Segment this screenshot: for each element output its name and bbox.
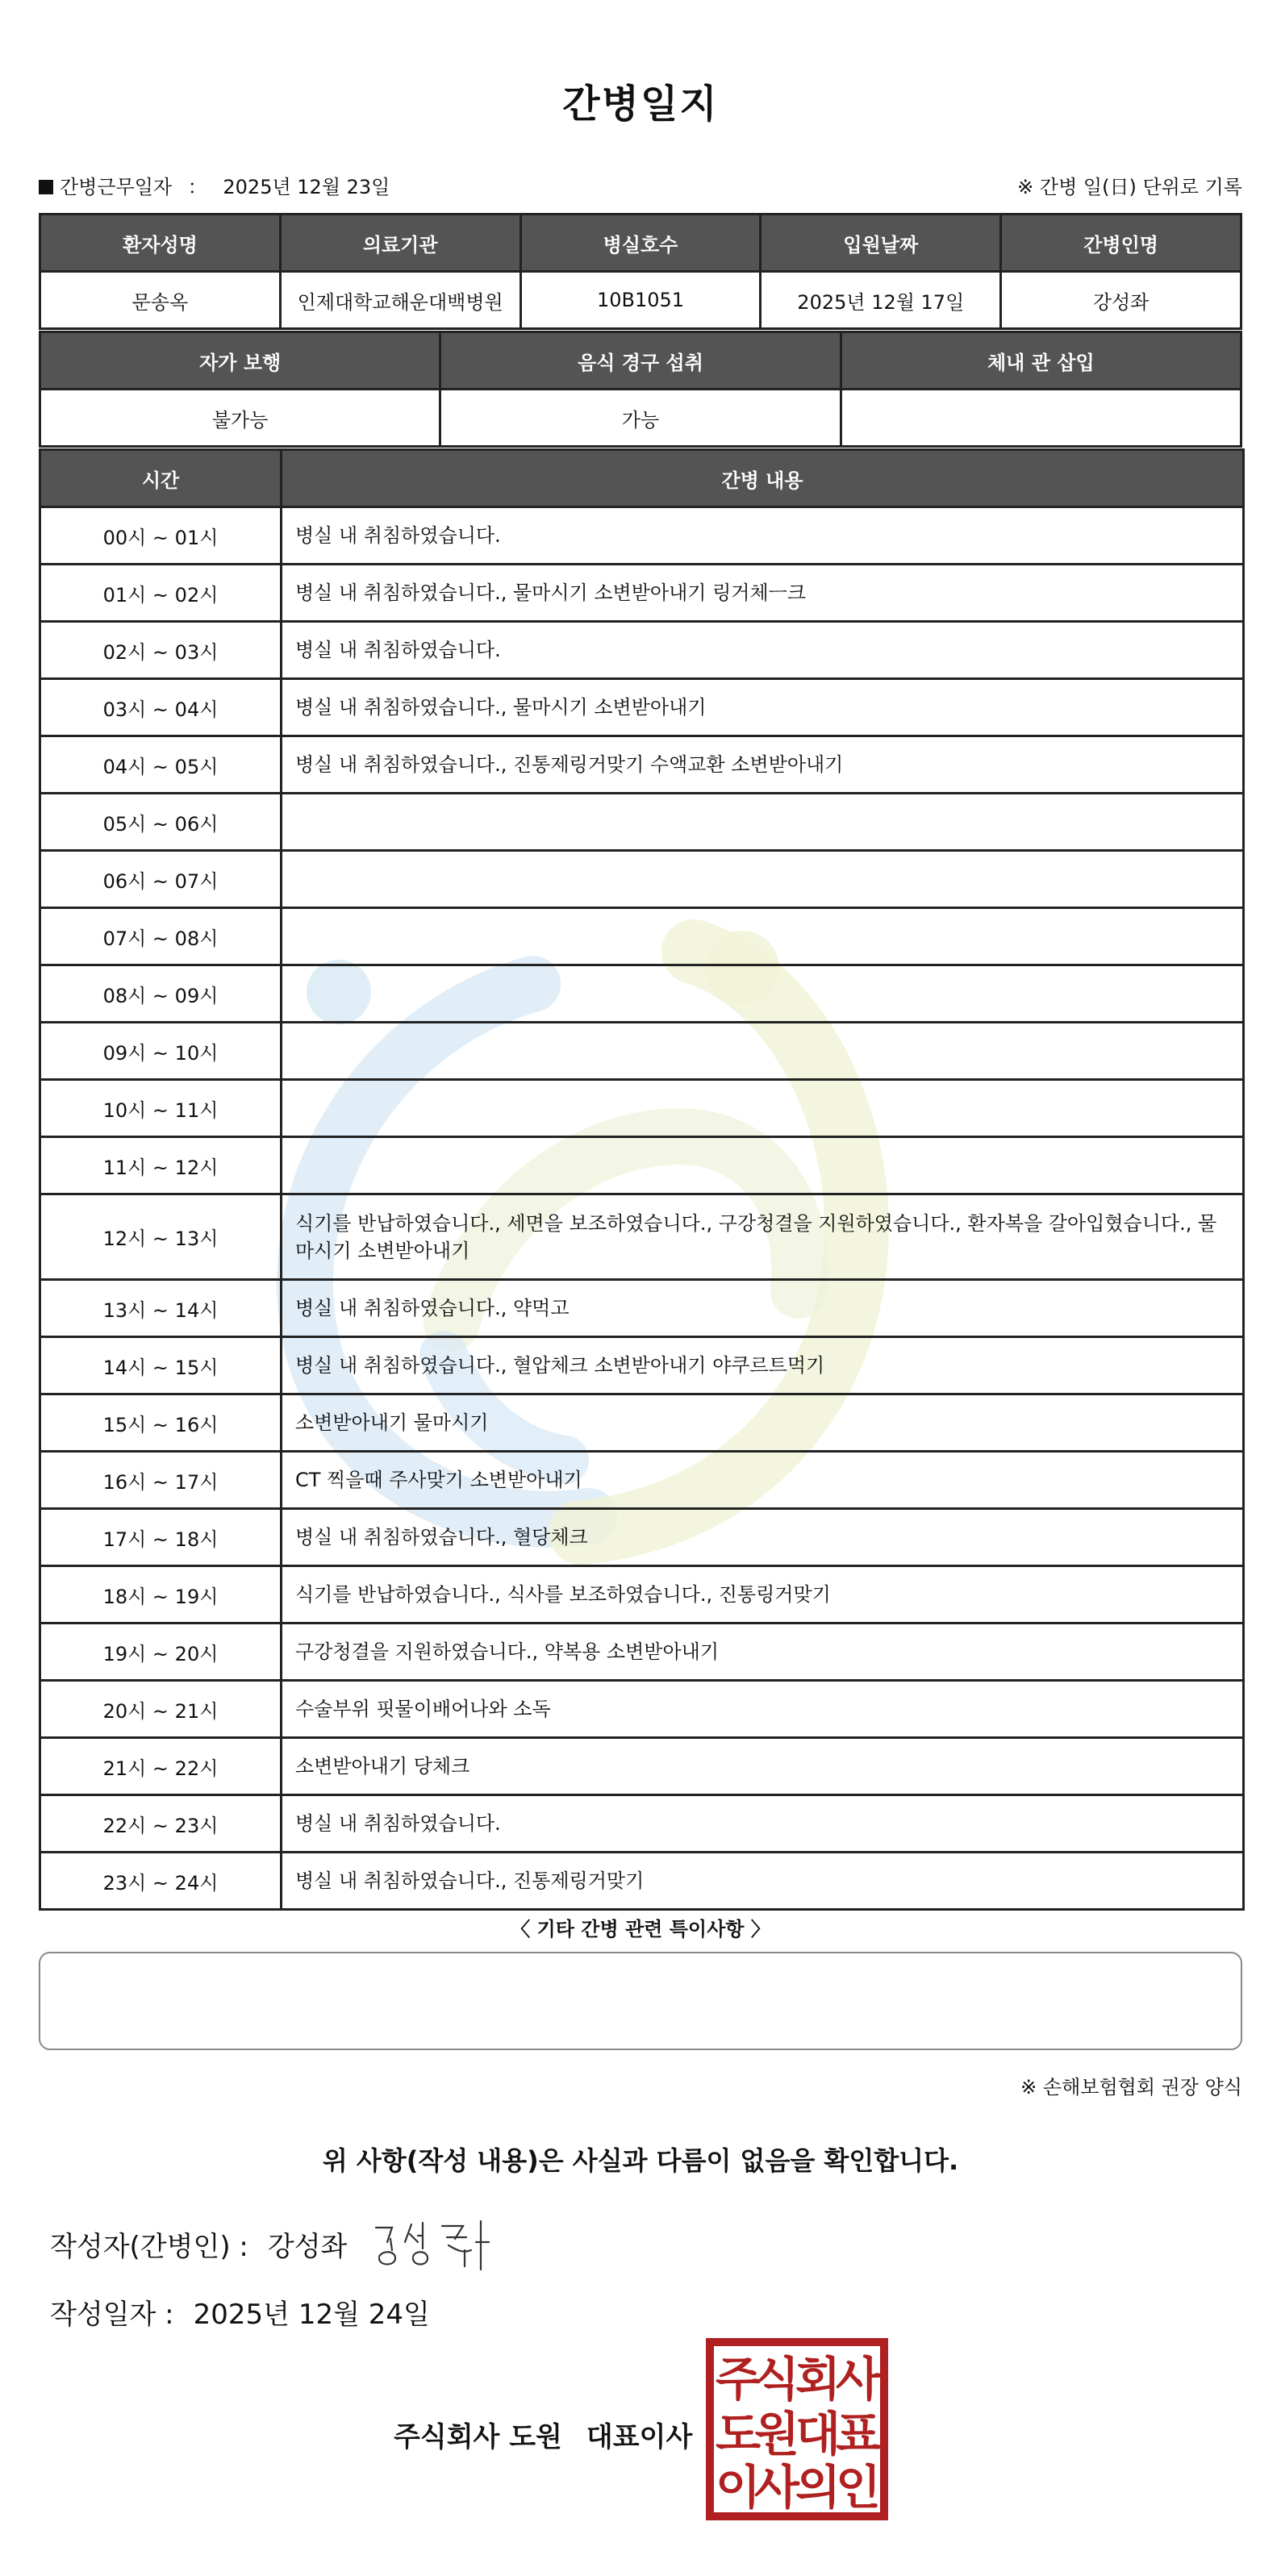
care-log-time: 13시 ~ 14시 [40, 1280, 282, 1337]
care-log-content: 병실 내 취침하였습니다., 진통제링거맞기 수액교환 소변받아내기 [282, 736, 1244, 794]
header-hospital: 의료기관 [280, 215, 520, 272]
care-log-body [40, 507, 1244, 1910]
care-log-time: 20시 ~ 21시 [40, 1681, 282, 1738]
handwritten-signature [368, 2210, 513, 2274]
care-log-row [40, 1194, 1244, 1280]
care-log-row [40, 1394, 1244, 1452]
care-log-time: 22시 ~ 23시 [40, 1795, 282, 1853]
care-log-row [40, 908, 1244, 965]
header-oral-intake: 음식 경구 섭취 [440, 332, 841, 390]
hospital-name: 인제대학교해운대백병원 [280, 272, 520, 329]
care-log-time: 07시 ~ 08시 [40, 908, 282, 965]
writer-name: 강성좌 [267, 2231, 348, 2263]
svg-text:표: 표 [835, 2407, 882, 2461]
header-caregiver-name: 간병인명 [1001, 215, 1241, 272]
header-patient-name: 환자성명 [40, 215, 281, 272]
daily-record-note: ※ 간병 일(日) 단위로 기록 [1017, 176, 1242, 198]
care-log-content [282, 851, 1244, 908]
svg-text:회: 회 [795, 2352, 841, 2407]
written-date-value: 2025년 12월 24일 [193, 2299, 430, 2331]
care-log-content [282, 1080, 1244, 1137]
care-log-content: 병실 내 취침하였습니다. [282, 1795, 1244, 1853]
care-log-row [40, 1795, 1244, 1853]
care-log-row [40, 851, 1244, 908]
svg-text:대: 대 [795, 2407, 841, 2461]
header-admission-date: 입원날짜 [761, 215, 1001, 272]
care-log-row [40, 1566, 1244, 1624]
care-log-time: 03시 ~ 04시 [40, 679, 282, 736]
svg-text:원: 원 [753, 2407, 800, 2461]
svg-text:주: 주 [715, 2352, 762, 2407]
svg-text:의: 의 [795, 2460, 841, 2515]
care-log-row [40, 736, 1244, 794]
care-log-content: CT 찍을때 주사맞기 소변받아내기 [282, 1452, 1244, 1509]
svg-text:사: 사 [835, 2352, 882, 2407]
patient-info-table [39, 213, 1242, 330]
room-number: 10B1051 [520, 272, 761, 329]
patient-info-value-row [40, 272, 1241, 329]
care-log-content [282, 794, 1244, 851]
recommendation-note: ※ 손해보험협회 권장 양식 [1020, 2076, 1242, 2099]
svg-text:도: 도 [715, 2407, 762, 2461]
written-date-label: 작성일자 : [50, 2299, 174, 2331]
work-date [39, 171, 390, 199]
care-log-content: 병실 내 취침하였습니다., 물마시기 소변받아내기 [282, 679, 1244, 736]
care-log-time: 08시 ~ 09시 [40, 965, 282, 1023]
meta-row [39, 171, 1242, 203]
admission-date: 2025년 12월 17일 [761, 272, 1001, 329]
care-log-row [40, 1023, 1244, 1080]
care-log-row [40, 965, 1244, 1023]
care-log-time: 01시 ~ 02시 [40, 565, 282, 622]
caregiver-name: 강성좌 [1001, 272, 1241, 329]
care-log-row [40, 1337, 1244, 1394]
care-log-row [40, 1509, 1244, 1566]
tube-insertion-value [841, 390, 1241, 447]
company-representative-title: 대표이사 [586, 2421, 693, 2453]
company-seal-stamp [705, 2337, 889, 2521]
svg-text:식: 식 [753, 2352, 800, 2407]
patient-info-header-row [40, 215, 1241, 272]
care-log-row [40, 622, 1244, 679]
care-log-time: 11시 ~ 12시 [40, 1137, 282, 1194]
svg-text:인: 인 [835, 2460, 882, 2515]
care-log-row [40, 1853, 1244, 1910]
care-log-time: 05시 ~ 06시 [40, 794, 282, 851]
care-log-time: 15시 ~ 16시 [40, 1394, 282, 1452]
care-log-time: 21시 ~ 22시 [40, 1738, 282, 1795]
care-log-content: 병실 내 취침하였습니다. [282, 622, 1244, 679]
confirmation-statement: 위 사항(작성 내용)은 사실과 다름이 없음을 확인합니다. [322, 2145, 959, 2176]
care-log-content: 병실 내 취침하였습니다., 혈압체크 소변받아내기 야쿠르트먹기 [282, 1337, 1244, 1394]
care-log-content [282, 908, 1244, 965]
header-tube-insertion: 체내 관 삽입 [841, 332, 1241, 390]
care-log-content: 병실 내 취침하였습니다., 약먹고 [282, 1280, 1244, 1337]
company-signature-line [394, 2415, 692, 2454]
care-log-time: 00시 ~ 01시 [40, 507, 282, 565]
care-log-row [40, 1624, 1244, 1681]
care-log-row [40, 1137, 1244, 1194]
care-log-content [282, 1023, 1244, 1080]
writer-line [50, 2224, 347, 2264]
care-log-content: 병실 내 취침하였습니다. [282, 507, 1244, 565]
care-log-row [40, 565, 1244, 622]
care-log-content [282, 1137, 1244, 1194]
care-log-row [40, 679, 1244, 736]
care-log-content: 식기를 반납하였습니다., 식사를 보조하였습니다., 진통링거맞기 [282, 1566, 1244, 1624]
care-log-time: 06시 ~ 07시 [40, 851, 282, 908]
care-log-content: 병실 내 취침하였습니다., 혈당체크 [282, 1509, 1244, 1566]
care-log-content: 구강청결을 지원하였습니다., 약복용 소변받아내기 [282, 1624, 1244, 1681]
care-log-row [40, 1080, 1244, 1137]
care-log-row [40, 1681, 1244, 1738]
care-log-time: 09시 ~ 10시 [40, 1023, 282, 1080]
company-name: 주식회사 도원 [394, 2421, 562, 2453]
care-log-row [40, 507, 1244, 565]
header-self-walking: 자가 보행 [40, 332, 440, 390]
patient-status-table [39, 331, 1242, 448]
care-log-row [40, 1452, 1244, 1509]
header-care-content: 간병 내용 [282, 450, 1244, 507]
care-log-content: 수술부위 핏물이배어나와 소독 [282, 1681, 1244, 1738]
care-log-time: 17시 ~ 18시 [40, 1509, 282, 1566]
care-log-content: 식기를 반납하였습니다., 세면을 보조하였습니다., 구강청결을 지원하였습니다., 환자복을 갈아입혔습니다., 물마시기 소변받아내기 [282, 1194, 1244, 1280]
care-log-row [40, 794, 1244, 851]
square-bullet-icon [39, 180, 53, 194]
care-log-time: 10시 ~ 11시 [40, 1080, 282, 1137]
patient-name: 문송옥 [40, 272, 281, 329]
care-log-time: 12시 ~ 13시 [40, 1194, 282, 1280]
care-log-time: 18시 ~ 19시 [40, 1566, 282, 1624]
care-log-content: 소변받아내기 물마시기 [282, 1394, 1244, 1452]
care-log-time: 02시 ~ 03시 [40, 622, 282, 679]
written-date-line [50, 2292, 430, 2332]
oral-intake-value: 가능 [440, 390, 841, 447]
writer-label: 작성자(간병인) : [50, 2231, 248, 2263]
care-log-content [282, 965, 1244, 1023]
page-title: 간병일지 [562, 81, 719, 127]
header-time: 시간 [40, 450, 282, 507]
care-log-table [39, 448, 1245, 1911]
care-log-row [40, 1280, 1244, 1337]
svg-text:이: 이 [715, 2460, 762, 2515]
work-date-value: 2025년 12월 23일 [223, 176, 390, 198]
care-log-row [40, 1738, 1244, 1795]
care-log-content: 병실 내 취침하였습니다., 진통제링거맞기 [282, 1853, 1244, 1910]
self-walking-value: 불가능 [40, 390, 440, 447]
care-log-header-row [40, 450, 1244, 507]
care-log-time: 23시 ~ 24시 [40, 1853, 282, 1910]
care-log-time: 14시 ~ 15시 [40, 1337, 282, 1394]
care-log-time: 16시 ~ 17시 [40, 1452, 282, 1509]
care-log-time: 04시 ~ 05시 [40, 736, 282, 794]
header-room-number: 병실호수 [520, 215, 761, 272]
special-notes-box [39, 1952, 1242, 2050]
work-date-label: 간병근무일자 [60, 176, 173, 198]
status-header-row [40, 332, 1241, 390]
special-notes-label: 〈 기타 간병 관련 특이사항 〉 [511, 1918, 770, 1940]
status-value-row [40, 390, 1241, 447]
svg-text:사: 사 [753, 2460, 800, 2515]
care-log-content: 병실 내 취침하였습니다., 물마시기 소변받아내기 링거체ㅡ크 [282, 565, 1244, 622]
work-date-separator: ： [187, 176, 207, 198]
care-log-content: 소변받아내기 당체크 [282, 1738, 1244, 1795]
care-log-time: 19시 ~ 20시 [40, 1624, 282, 1681]
